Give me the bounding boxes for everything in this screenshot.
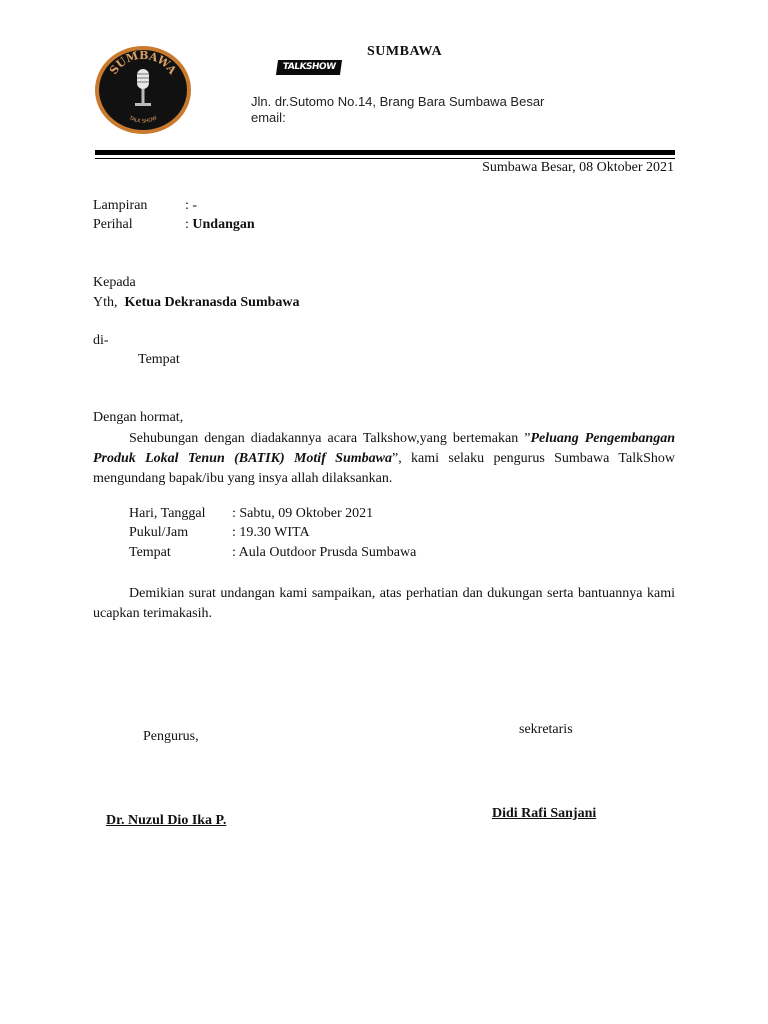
header-rule-thin: [95, 158, 675, 159]
di-label: di-: [93, 333, 109, 348]
closing-paragraph: Demikian surat undangan kami sampaikan, atas perhatian dan dukungan serta bantuannya kami ucapkan terimakasih.: [93, 586, 675, 621]
lampiran-row: [93, 198, 197, 214]
letterhead-title: SUMBAWA: [367, 44, 443, 59]
perihal-row: [93, 217, 255, 233]
event-tempat-label: Tempat: [129, 545, 171, 560]
pukul-value: : 19.30 WITA: [232, 525, 310, 540]
tempat-label: Tempat: [138, 352, 180, 367]
hari-value: : Sabtu, 09 Oktober 2021: [232, 506, 374, 521]
lampiran-value: : -: [185, 198, 198, 213]
body-paragraph-1: [93, 429, 675, 489]
p1-theme: Peluang Pengembangan Produk Lokal Tenun (BATIK) Motif Sumbawa: [93, 431, 675, 466]
logo-text-bottom: TALK SHOW: [127, 115, 159, 125]
lampiran-label: Lampiran: [93, 198, 148, 213]
letter-date: Sumbawa Besar, 08 Oktober 2021: [482, 160, 674, 175]
event-hari-row: [129, 506, 373, 522]
event-pukul-row: [129, 525, 310, 541]
right-signature-name: Didi Rafi Sanjani: [492, 806, 597, 821]
p1-rest: ”, kami selaku pengurus Sumbawa TalkShow mengundang bapak/ibu yang insya allah dilaksankan.: [93, 451, 675, 486]
hari-label: Hari, Tanggal: [129, 506, 206, 521]
right-signature-role: sekretaris: [519, 722, 573, 737]
kepada-label: Kepada: [93, 275, 136, 290]
address-line: Jln. dr.Sutomo No.14, Brang Bara Sumbawa Besar: [251, 94, 545, 109]
event-tempat-row: [129, 545, 416, 561]
recipient-line: [93, 295, 300, 311]
perihal-value: Undangan: [192, 217, 255, 232]
talkshow-badge: TALKSHOW: [276, 60, 342, 75]
greeting: Dengan hormat,: [93, 410, 184, 425]
perihal-label: Perihal: [93, 217, 133, 232]
left-signature-role: Pengurus,: [143, 729, 199, 744]
logo-text-top: SUMBAWA: [106, 48, 179, 77]
recipient-name: Ketua Dekranasda Sumbawa: [124, 295, 300, 310]
sumbawa-talkshow-logo: [93, 45, 193, 135]
perihal-sep: :: [185, 217, 189, 232]
yth-label: Yth,: [93, 295, 118, 310]
email-line: email:: [251, 110, 286, 125]
event-tempat-value: : Aula Outdoor Prusda Sumbawa: [232, 545, 417, 560]
letterhead-address: [251, 94, 544, 126]
left-signature-name: Dr. Nuzul Dio Ika P.: [106, 813, 227, 828]
header-rule-thick: [95, 150, 675, 155]
pukul-label: Pukul/Jam: [129, 525, 189, 540]
p1-intro: Sehubungan dengan diadakannya acara Talkshow,yang bertemakan ”: [129, 431, 531, 446]
